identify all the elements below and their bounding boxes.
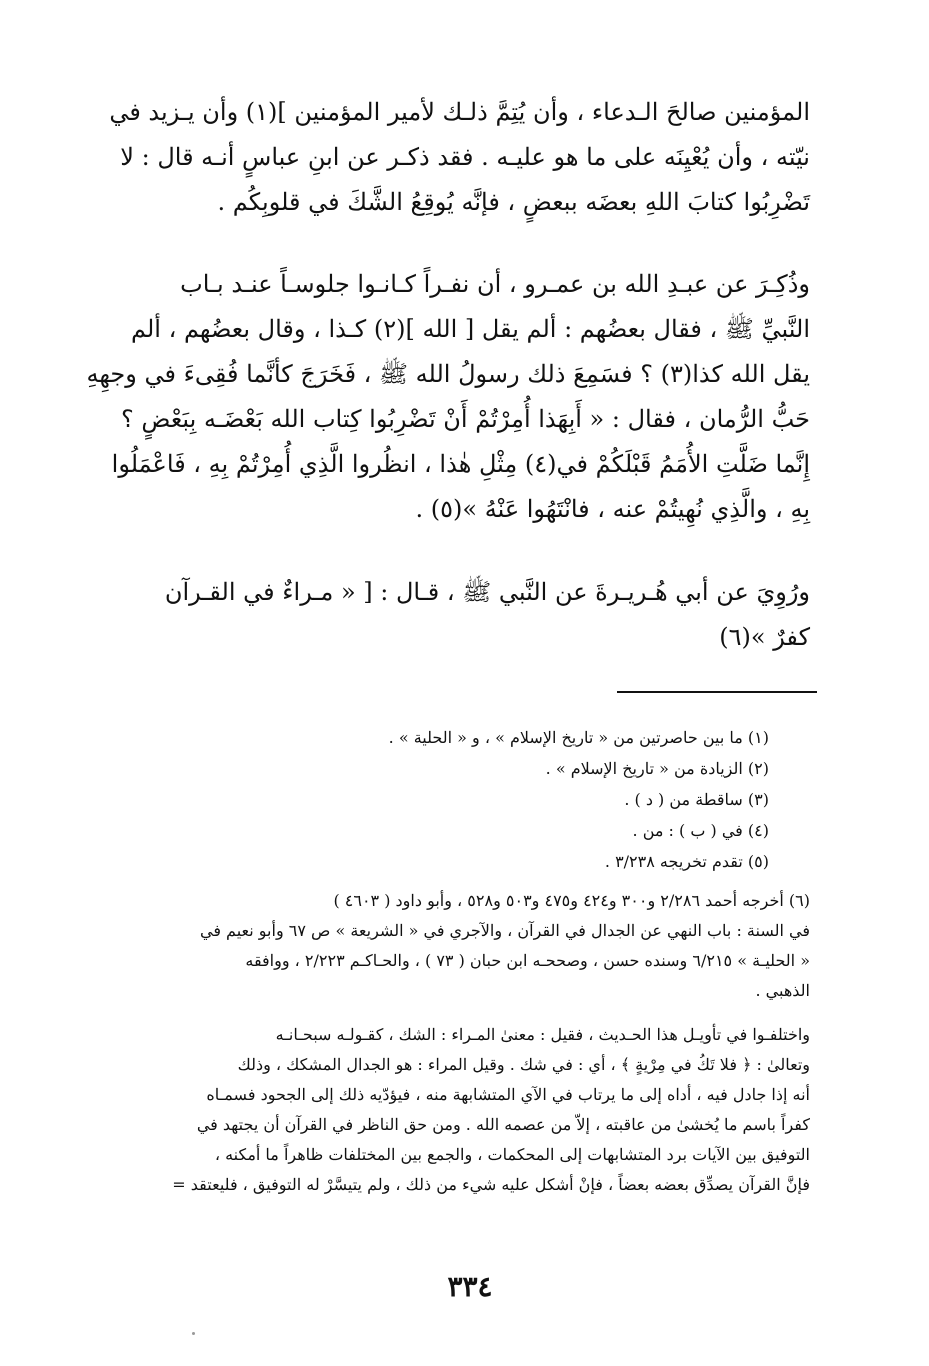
- footnote-6: [130, 886, 810, 1006]
- paragraph-1: [109, 90, 810, 225]
- paragraph-2: [86, 262, 810, 532]
- commentary-line: واختلفـوا في تأويـل هذا الحـديث ، فقيل : معنىٰ المـراء : الشك ، كقـولـه سبحـانـه: [275, 1025, 810, 1044]
- text-line: يقل الله كذا(٣) ؟ فسَمِعَ ذلك رسولُ الله ﷺ ، فَخَرَجَ كأنَّما فُقِىءَ في وجهِهِ: [86, 360, 810, 388]
- text-line: ورُوِيَ عن أبي هُـريـرةَ عن النَّبي ﷺ ، قـال : [ « مـراءٌ في القـرآن: [164, 578, 810, 606]
- page-number: ٣٣٤: [447, 1270, 493, 1303]
- commentary-line: كفراً باسم ما يُخشىٰ من عاقبته ، إلاّ من عصمه الله . ومن حق الناظر في القرآن أن يجتهد في: [196, 1115, 810, 1134]
- footnote-2: (٢) الزيادة من « تاريخ الإسلام » .: [545, 759, 769, 778]
- text-line: إِنَّما ضَلَّتِ الأُمَمُ قَبْلَكُمْ في(٤) مِثْلِ هٰذا ، انظُروا الَّذِي أُمِرْتُمْ بِهِ ، فَاعْمَلُوا: [111, 450, 810, 478]
- text-line: وذُكِـرَ عن عبـدِ الله بن عمـرو ، أن نفـراً كـانـوا جلوسـاً عنـد بـاب: [180, 270, 810, 298]
- text-line: حَبُّ الرُّمان ، فقال : « أَبِهَذا أُمِرْتُمْ أَنْ تَضْرِبُوا كِتاب الله بَعْضَـه بِبَعْضٍ ؟: [121, 405, 810, 433]
- footnote-line: « الحليـة » ٦/٢١٥ وسنده حسن ، وصححـه ابن حبان ( ٧٣ ) ، والحـاكـم ٢/٢٢٣ ، ووافقه: [245, 951, 810, 970]
- text-line: النَّبيِّ ﷺ ، فقال بعضُهم : ألم يقل [ الله ](٢) كـذا ، وقال بعضُهم ، ألم: [130, 315, 810, 343]
- text-line: نيّته ، وأن يُعْيِنَه على ما هو عليـه . فقد ذكـر عن ابنِ عباسٍ أنـه قال : لا: [120, 143, 810, 171]
- footnote-4: (٤) في ( ب ) : من .: [632, 821, 769, 840]
- paragraph-3: [130, 570, 810, 660]
- footnote-3: (٣) ساقطة من ( د ) .: [624, 790, 769, 809]
- commentary-line: وتعالىٰ : ﴿ فلا تَكُ في مِرْيةٍ ﴾ ، أي : في شك . وقيل المراء : هو الجدال المشكك ، وذلك: [237, 1055, 810, 1074]
- commentary-line: أنه إذا جادل فيه ، أداه إلى ما يرتاب في الآي المتشابهة منه ، فيؤدّيه ذلك إلى الجحود فسمـاه: [206, 1085, 810, 1104]
- commentary-line: فإنَّ القرآن يصدِّق بعضه بعضاً ، فإنْ أشكل عليه شيء من ذلك ، ولم يتيسَّرْ له التوفيق ، فليعتقد =: [172, 1175, 810, 1194]
- commentary-line: التوفيق بين الآيات برد المتشابهات إلى المحكمات ، والجمع بين المختلفات ظاهراً ما أمكنه ،: [214, 1145, 810, 1164]
- commentary-note: [130, 1020, 810, 1200]
- footnote-line: في السنة : باب النهي عن الجدال في القرآن ، والآجري في « الشريعة » ص ٦٧ وأبو نعيم في: [199, 921, 810, 940]
- footnote-separator: [617, 691, 817, 693]
- text-line: تَضْرِبُوا كتابَ اللهِ بعضَه ببعضٍ ، فإنَّه يُوقِعُ الشَّكَ في قلوبِكُم .: [217, 188, 810, 216]
- scan-speck: [192, 1332, 195, 1335]
- footnotes-short: [129, 722, 769, 877]
- text-line: بِهِ ، والَّذِي نُهِيتُمْ عنه ، فانْتَهُوا عَنْهُ »(٥) .: [415, 495, 810, 523]
- text-line: كفرٌ »(٦): [719, 623, 810, 651]
- text-line: المؤمنين صالحَ الـدعاء ، وأن يُتِمَّ ذلـك لأمير المؤمنين ](١) وأن يـزيد في: [109, 98, 810, 126]
- footnote-line: الذهبي .: [755, 981, 810, 1000]
- footnote-5: (٥) تقدم تخريجه ٣/٢٣٨ .: [604, 852, 769, 871]
- footnote-line: (٦) أخرجه أحمد ٢/٢٨٦ و٣٠٠ و٤٢٤ و٤٧٥ و٥٠٣ و٥٢٨ ، وأبو داود ( ٤٦٠٣ ): [333, 891, 810, 910]
- footnote-1: (١) ما بين حاصرتين من « تاريخ الإسلام » ، و « الحلية » .: [388, 728, 769, 747]
